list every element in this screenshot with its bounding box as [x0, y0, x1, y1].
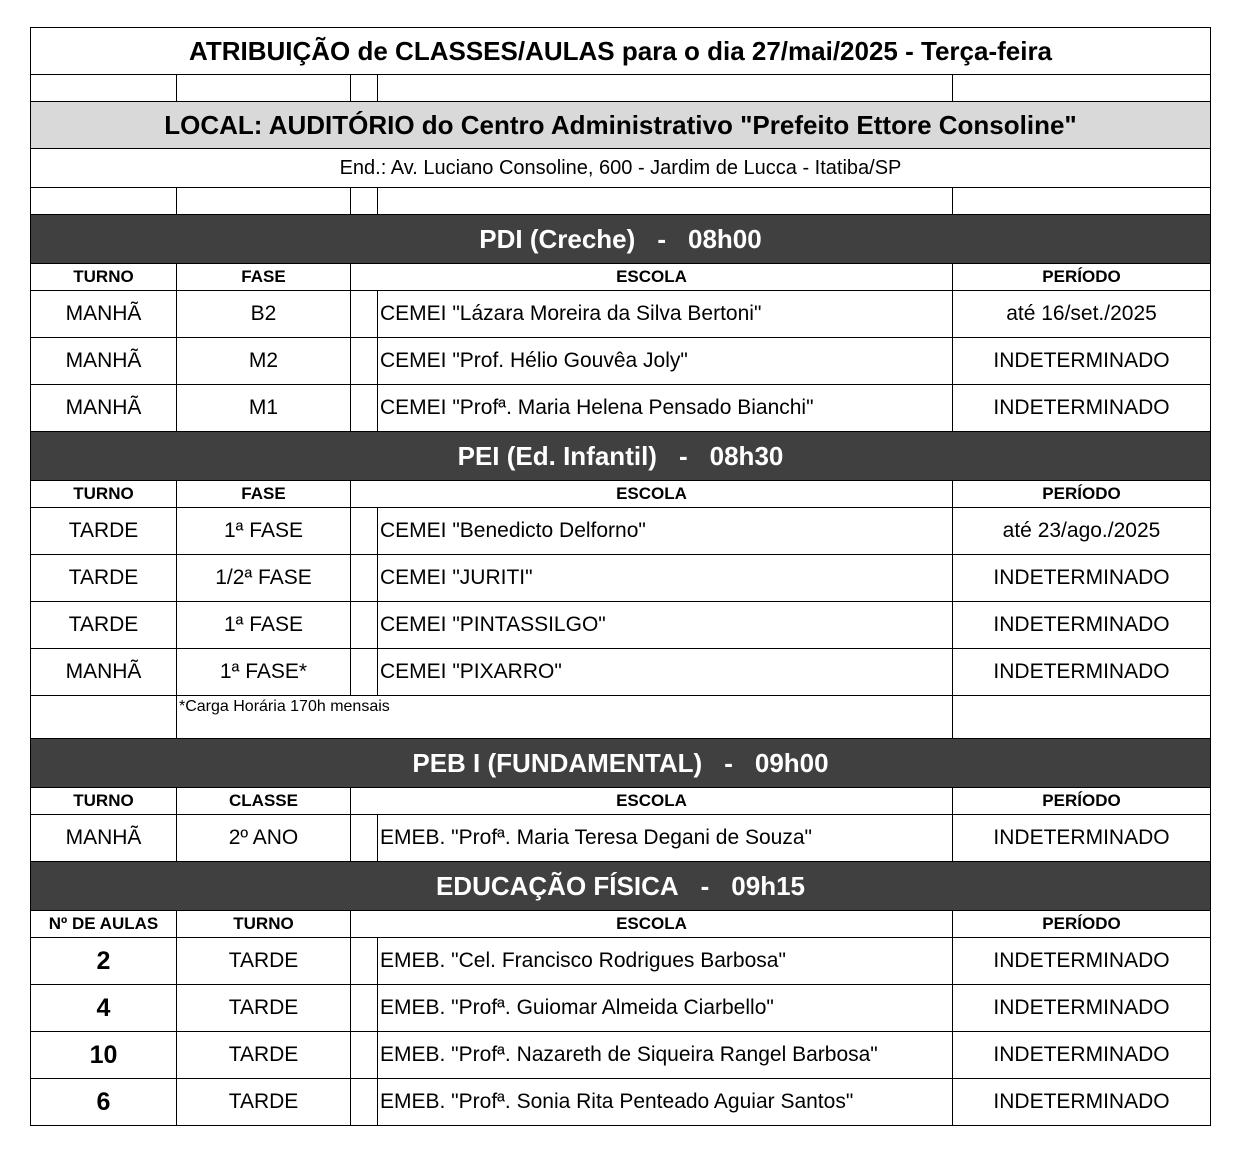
header-periodo: PERÍODO — [953, 788, 1211, 815]
periodo-cell: INDETERMINADO — [953, 1032, 1211, 1079]
turno-cell: MANHÃ — [31, 338, 177, 385]
escola-cell: EMEB. "Cel. Francisco Rodrigues Barbosa" — [378, 938, 953, 985]
table-row — [31, 649, 1211, 696]
fase-cell: 1ª FASE* — [177, 649, 351, 696]
periodo-cell: até 23/ago./2025 — [953, 508, 1211, 555]
section-name: PEI (Ed. Infantil) — [457, 440, 657, 471]
turno-cell: TARDE — [177, 985, 351, 1032]
column-header-row — [31, 264, 1211, 291]
periodo-cell: INDETERMINADO — [953, 602, 1211, 649]
blank-cell — [351, 815, 378, 862]
section-name: PEB I (FUNDAMENTAL) — [412, 747, 703, 778]
table-row — [31, 338, 1211, 385]
section-time: 09h15 — [731, 870, 806, 901]
header-turno: TURNO — [177, 911, 351, 938]
periodo-cell: INDETERMINADO — [953, 985, 1211, 1032]
blank-cell — [351, 338, 378, 385]
fase-cell: 1/2ª FASE — [177, 555, 351, 602]
fase-cell: 1ª FASE — [177, 602, 351, 649]
periodo-cell: INDETERMINADO — [953, 938, 1211, 985]
periodo-cell: INDETERMINADO — [953, 649, 1211, 696]
table-row — [31, 602, 1211, 649]
table-row — [31, 1079, 1211, 1126]
table-row — [31, 815, 1211, 862]
section-name: EDUCAÇÃO FÍSICA — [435, 870, 679, 901]
column-header-row — [31, 481, 1211, 508]
turno-cell: TARDE — [177, 1079, 351, 1126]
table-row — [31, 555, 1211, 602]
section-header-edfis: EDUCAÇÃO FÍSICA - 09h15 — [31, 862, 1211, 911]
fase-cell: B2 — [177, 291, 351, 338]
escola-cell: CEMEI "JURITI" — [378, 555, 953, 602]
turno-cell: TARDE — [31, 508, 177, 555]
escola-cell: EMEB. "Profª. Sonia Rita Penteado Aguiar Santos" — [378, 1079, 953, 1126]
blank-cell — [351, 985, 378, 1032]
header-escola: ESCOLA — [351, 264, 953, 291]
header-turno: TURNO — [31, 264, 177, 291]
fase-cell: 1ª FASE — [177, 508, 351, 555]
periodo-cell: INDETERMINADO — [953, 555, 1211, 602]
header-num-aulas: Nº DE AULAS — [31, 911, 177, 938]
table-row — [31, 508, 1211, 555]
blank-cell — [351, 602, 378, 649]
turno-cell: TARDE — [31, 602, 177, 649]
turno-cell: MANHÃ — [31, 815, 177, 862]
section-time: 08h00 — [687, 223, 762, 254]
header-escola: ESCOLA — [351, 911, 953, 938]
blank-cell — [351, 291, 378, 338]
num-aulas-cell: 10 — [31, 1032, 177, 1079]
local-banner: LOCAL: AUDITÓRIO do Centro Administrativo "Prefeito Ettore Consoline" — [31, 102, 1211, 149]
table-row — [31, 985, 1211, 1032]
periodo-cell: INDETERMINADO — [953, 338, 1211, 385]
blank-cell — [351, 555, 378, 602]
blank-cell — [953, 696, 1211, 739]
turno-cell: TARDE — [177, 938, 351, 985]
blank-cell — [351, 1079, 378, 1126]
schedule-table — [30, 27, 1211, 1126]
table-row — [31, 291, 1211, 338]
escola-cell: EMEB. "Profª. Nazareth de Siqueira Rangel Barbosa" — [378, 1032, 953, 1079]
page-title: ATRIBUIÇÃO de CLASSES/AULAS para o dia 27/mai/2025 - Terça-feira — [31, 28, 1211, 75]
periodo-cell: INDETERMINADO — [953, 385, 1211, 432]
blank-cell — [351, 1032, 378, 1079]
turno-cell: TARDE — [31, 555, 177, 602]
turno-cell: MANHÃ — [31, 385, 177, 432]
classe-cell: 2º ANO — [177, 815, 351, 862]
turno-cell: MANHÃ — [31, 649, 177, 696]
table-row — [31, 385, 1211, 432]
escola-cell: CEMEI "Benedicto Delforno" — [378, 508, 953, 555]
column-header-row — [31, 911, 1211, 938]
blank-cell — [351, 385, 378, 432]
blank-cell — [351, 938, 378, 985]
num-aulas-cell: 4 — [31, 985, 177, 1032]
spacer-row — [31, 188, 1211, 215]
escola-cell: CEMEI "Prof. Hélio Gouvêa Joly" — [378, 338, 953, 385]
table-row — [31, 938, 1211, 985]
table-row — [31, 1032, 1211, 1079]
spacer-row — [31, 75, 1211, 102]
escola-cell: EMEB. "Profª. Maria Teresa Degani de Souza" — [378, 815, 953, 862]
blank-cell — [31, 696, 177, 739]
num-aulas-cell: 2 — [31, 938, 177, 985]
header-periodo: PERÍODO — [953, 264, 1211, 291]
periodo-cell: INDETERMINADO — [953, 815, 1211, 862]
blank-cell — [351, 508, 378, 555]
address-line: End.: Av. Luciano Consoline, 600 - Jardim de Lucca - Itatiba/SP — [31, 149, 1211, 188]
section-header-peb: PEB I (FUNDAMENTAL) - 09h00 — [31, 739, 1211, 788]
section-time: 08h30 — [709, 440, 784, 471]
fase-cell: M1 — [177, 385, 351, 432]
header-fase: FASE — [177, 481, 351, 508]
header-periodo: PERÍODO — [953, 911, 1211, 938]
escola-cell: CEMEI "Profª. Maria Helena Pensado Bianchi" — [378, 385, 953, 432]
header-classe: CLASSE — [177, 788, 351, 815]
escola-cell: EMEB. "Profª. Guiomar Almeida Ciarbello" — [378, 985, 953, 1032]
section-name: PDI (Creche) — [479, 223, 636, 254]
section-header-pdi: PDI (Creche) - 08h00 — [31, 215, 1211, 264]
header-fase: FASE — [177, 264, 351, 291]
turno-cell: MANHÃ — [31, 291, 177, 338]
header-escola: ESCOLA — [351, 481, 953, 508]
footnote: *Carga Horária 170h mensais — [177, 696, 953, 739]
header-turno: TURNO — [31, 481, 177, 508]
escola-cell: CEMEI "Lázara Moreira da Silva Bertoni" — [378, 291, 953, 338]
section-time: 09h00 — [754, 747, 829, 778]
periodo-cell: INDETERMINADO — [953, 1079, 1211, 1126]
escola-cell: CEMEI "PIXARRO" — [378, 649, 953, 696]
turno-cell: TARDE — [177, 1032, 351, 1079]
note-row — [31, 696, 1211, 739]
blank-cell — [351, 649, 378, 696]
header-periodo: PERÍODO — [953, 481, 1211, 508]
section-header-pei: PEI (Ed. Infantil) - 08h30 — [31, 432, 1211, 481]
escola-cell: CEMEI "PINTASSILGO" — [378, 602, 953, 649]
num-aulas-cell: 6 — [31, 1079, 177, 1126]
fase-cell: M2 — [177, 338, 351, 385]
periodo-cell: até 16/set./2025 — [953, 291, 1211, 338]
column-header-row — [31, 788, 1211, 815]
header-escola: ESCOLA — [351, 788, 953, 815]
header-turno: TURNO — [31, 788, 177, 815]
